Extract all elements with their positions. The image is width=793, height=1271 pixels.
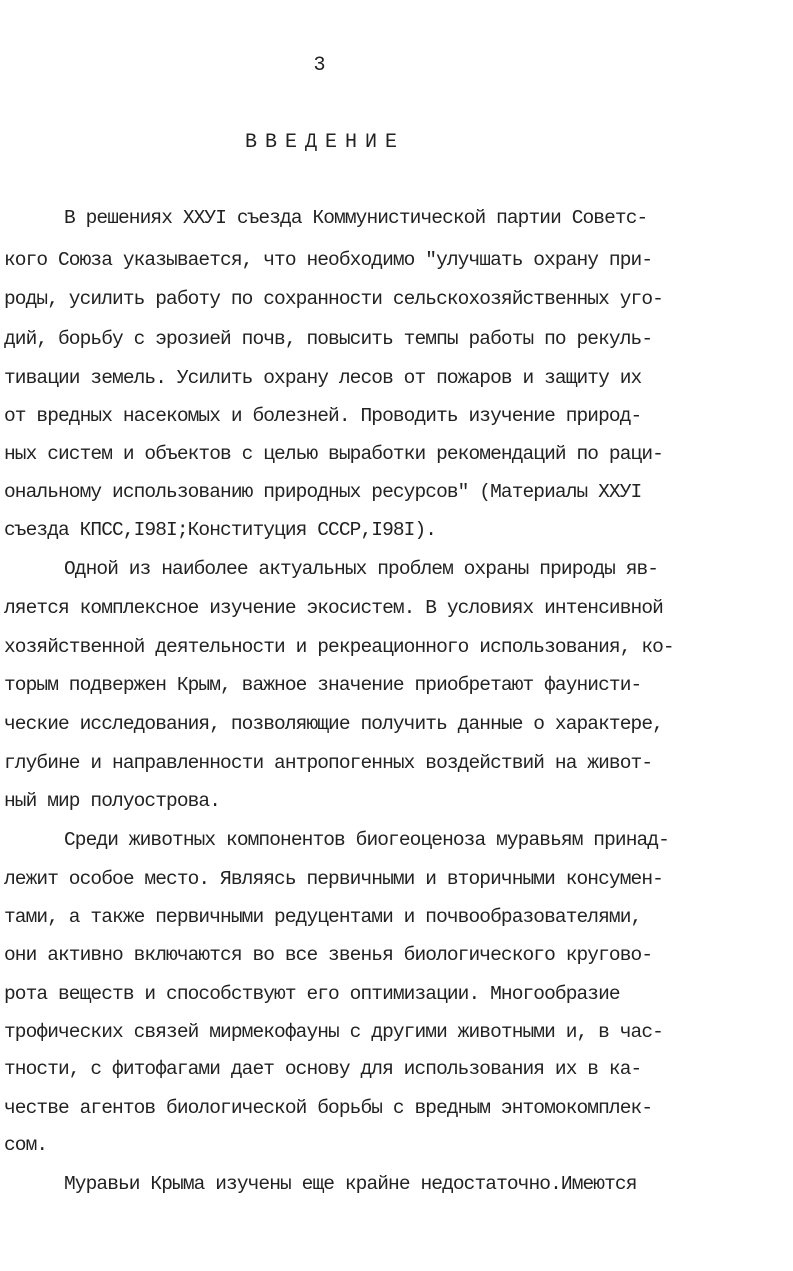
text-line: торым подвержен Крым, важное значение приобретают фаунисти- [4,674,642,696]
text-line: Среди животных компонентов биогеоценоза муравьям принад- [64,829,669,851]
text-line: глубине и направленности антропогенных воздействий на живот- [4,752,653,774]
text-line: ональному использованию природных ресурсов" (Материалы XXУI [4,481,642,503]
text-line: съезда КПСС,I98I;Конституция СССР,I98I). [4,519,437,541]
text-line: хозяйственной деятельности и рекреационного использования, ко- [4,636,674,658]
text-line: ных систем и объектов с целью выработки рекомендаций по раци- [4,443,663,465]
page-number: 3 [313,54,327,77]
text-line: лежит особое место. Являясь первичными и вторичными консумен- [4,868,663,890]
text-line: кого Союза указывается, что необходимо "улучшать охрану при- [4,249,653,271]
text-line: рота веществ и способствуют его оптимизации. Многообразие [4,983,620,1005]
text-line: трофических связей мирмекофауны с другими животными и, в час- [4,1021,663,1043]
section-heading: ВВЕДЕНИЕ [244,131,405,154]
text-line: тами, а также первичными редуцентами и почвообразователями, [4,906,642,928]
text-line: дий, борьбу с эрозией почв, повысить темпы работы по рекуль- [4,328,653,350]
text-line: ный мир полуострова. [4,790,221,812]
text-line: они активно включаются во все звенья биологического кругово- [4,944,653,966]
text-line: сом. [4,1134,48,1156]
text-line: Одной из наиболее актуальных проблем охраны природы яв- [64,558,659,580]
text-line: В решениях XXУI съезда Коммунистической партии Советс- [64,207,648,229]
text-line: ляется комплексное изучение экосистем. В условиях интенсивной [4,597,663,619]
text-line: роды, усилить работу по сохранности сельскохозяйственных уго- [4,288,663,310]
text-line: тивации земель. Усилить охрану лесов от пожаров и защиту их [4,367,642,389]
text-line: тности, с фитофагами дает основу для использования их в ка- [4,1058,642,1080]
text-line: Муравьи Крыма изучены еще крайне недостаточно.Имеются [64,1173,637,1195]
text-line: от вредных насекомых и болезней. Проводить изучение природ- [4,405,642,427]
text-line: ческие исследования, позволяющие получить данные о характере, [4,713,663,735]
text-line: честве агентов биологической борьбы с вредным энтомокомплек- [4,1097,653,1119]
